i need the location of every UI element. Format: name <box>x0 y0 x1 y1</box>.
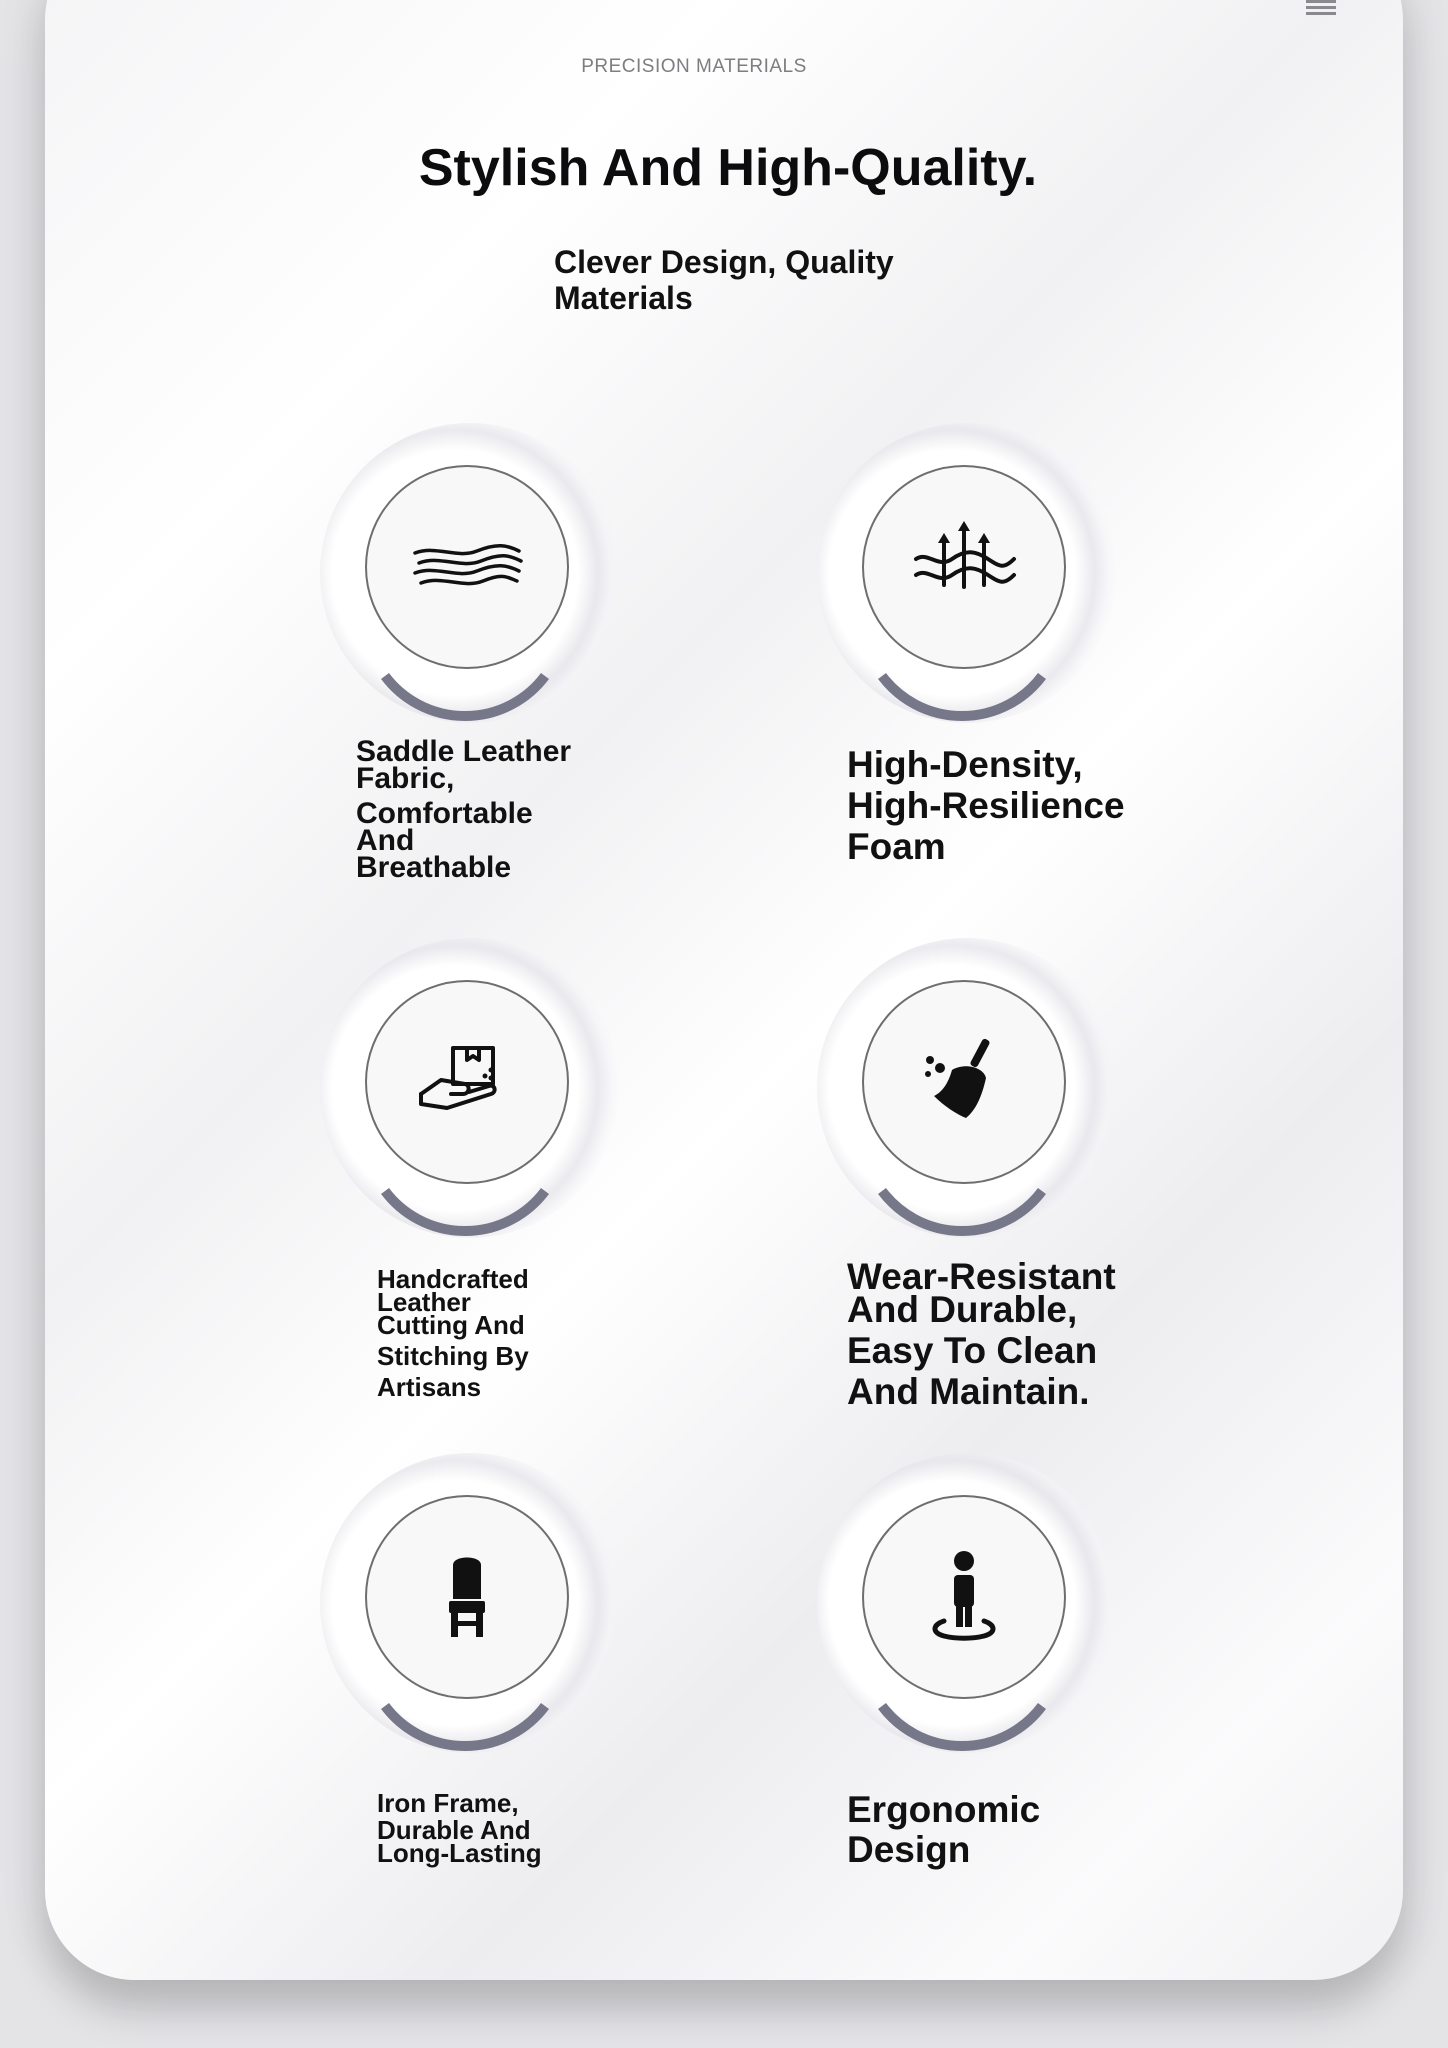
section-eyebrow: PRECISION MATERIALS <box>581 56 807 77</box>
feature-card-easy-clean <box>832 980 1132 1280</box>
icon-ring <box>862 1495 1066 1699</box>
feature-card-ergonomic <box>832 1495 1132 1795</box>
feature-label-fabric: Saddle Leather Fabric, Comfortable And Breathable <box>356 735 572 884</box>
icon-ring <box>365 465 569 669</box>
feature-label-iron-frame: Iron Frame, Durable And Long-Lasting <box>377 1788 542 1868</box>
fabric-waves-icon <box>407 507 527 627</box>
menu-icon[interactable] <box>1306 0 1336 22</box>
feature-label-easy-clean: Wear-Resistant And Durable, Easy To Clean And Maintain. <box>847 1256 1116 1412</box>
feature-card-iron-frame <box>335 1495 635 1795</box>
icon-ring <box>365 980 569 1184</box>
foam-arrows-icon <box>904 507 1024 627</box>
feature-card-foam <box>832 465 1132 765</box>
feature-label-ergonomic: Ergonomic Design <box>847 1789 1041 1870</box>
icon-ring <box>365 1495 569 1699</box>
icon-ring <box>862 465 1066 669</box>
feature-label-foam: High-Density, High-Resilience Foam <box>847 744 1125 867</box>
page-title: Stylish And High-Quality. <box>418 139 1038 197</box>
feature-card-fabric <box>335 465 635 765</box>
chair-icon <box>407 1537 527 1657</box>
person-standing-icon <box>904 1537 1024 1657</box>
feature-label-handcrafted: Handcrafted Leather Cutting And Stitching By Artisans <box>377 1264 529 1402</box>
cleaning-brush-icon <box>904 1022 1024 1142</box>
icon-ring <box>862 980 1066 1184</box>
page-subtitle: Clever Design, Quality Materials <box>554 244 894 316</box>
feature-card-handcrafted <box>335 980 635 1280</box>
hand-package-icon <box>407 1022 527 1142</box>
